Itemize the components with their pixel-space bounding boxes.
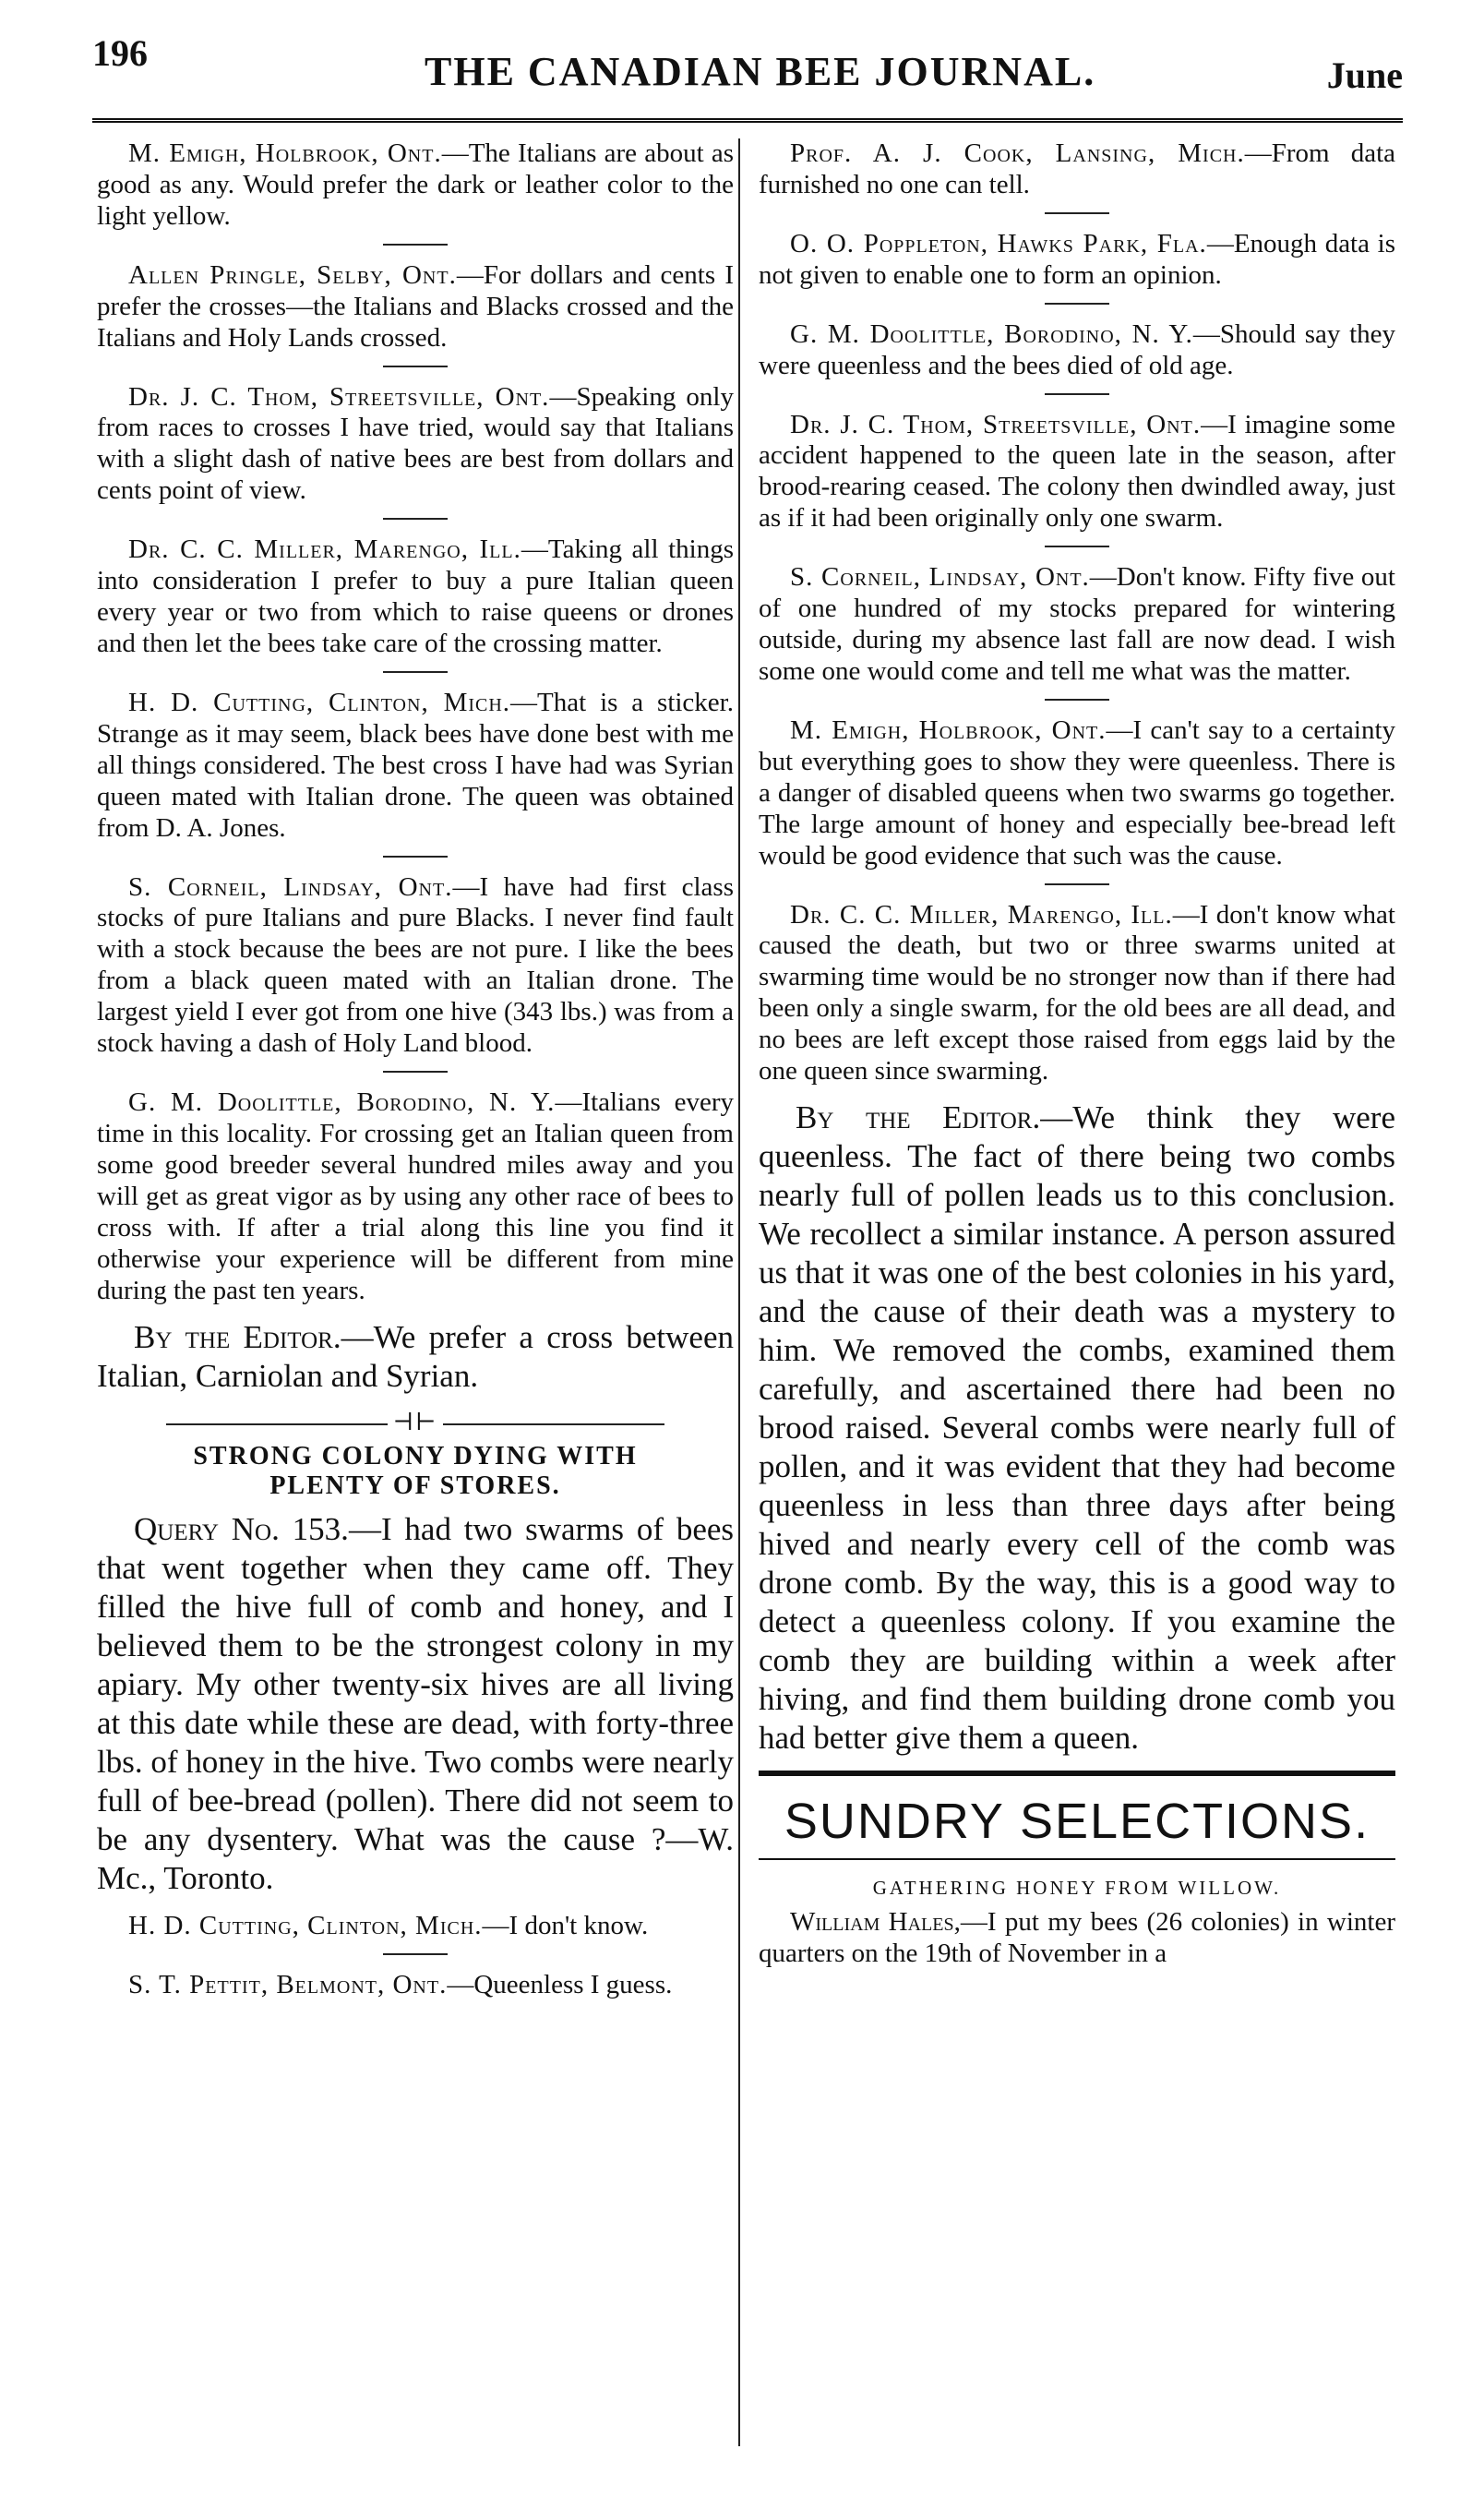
reply-author: Dr. C. C. Miller, Marengo, Ill. [790,899,1173,930]
editor-note [97,1318,734,1396]
reply-entry [759,229,1395,292]
reply-entry [97,688,734,845]
reply-text: —I don't know what caused the death, but two or three swarms united at swarming time would be no stronger now than if there had been only a single swarm, for the old bees are all dead, and no bees are left except those raised from eggs laid by the one queen since swarming. [759,899,1395,1086]
reply-entry [759,138,1395,201]
reply-author: S. Corneil, Lindsay, Ont. [790,562,1090,593]
section-rule [759,1771,1395,1776]
reply-text: —I can't say to a certainty but everything goes to show they were queenless. There is a danger of disabled queens when two swarms go together. The large amount of honey and especially bee-bread left would be good evidence that such was the cause. [759,714,1395,870]
reply-author: H. D. Cutting, Clinton, Mich. [128,687,511,717]
left-column [97,138,734,2012]
editor-label: By the Editor. [134,1318,341,1355]
reply-text: —Should say they were queenless and the bees died of old age. [759,318,1395,380]
query-text: —I had two swarms of bees that went together when they came off. They filled the hive full of comb and honey, and I believed them to be the strongest colony in my apiary. My other twenty-six hives are all living at this date while these are dead, with forty-three lbs. of honey in the hive. Two combs were nearly full of bee-bread (pollen). There did not seem to be any dysentery. What was the cause ?—W. Mc., Toronto. [97,1511,735,1897]
reply-text: —From data furnished no one can tell. [759,138,1395,199]
reply-entry [97,382,734,508]
sundry-selections-title: SUNDRY SELECTIONS. [784,1794,1370,1850]
reply-entry [97,260,734,354]
reply-author: Dr. J. C. Thom, Streetsville, Ont. [128,381,550,412]
reply-text: —That is a sticker. Strange as it may seem, black bees have done best with me all things considered. The best cross I have had was Syrian queen mated with Italian drone. The queen was obtained from D. A. Jones. [97,687,734,843]
article-author: William Hales, [790,1906,961,1937]
page-number: 196 [92,32,148,74]
reply-entry [759,715,1395,872]
article-text: —I put my bees (26 colonies) in winter quarters on the 19th of November in a [759,1906,1396,1968]
reply-entry [97,1087,734,1306]
reply-text: —Enough data is not given to enable one to form an opinion. [759,228,1395,290]
reply-text: —I imagine some accident happened to the queen late in the season, after brood-rearing ceased. The colony then dwindled away, just as if it had been originally only one swarm. [759,409,1395,534]
separator [1045,212,1109,214]
reply-author: O. O. Poppleton, Hawks Park, Fla. [790,228,1207,258]
query-paragraph [97,1510,734,1898]
reply-text: —For dollars and cents I prefer the crosses—the Italians and Blacks crossed and the Italians and Holy Lands crossed. [97,259,734,353]
reply-text: —Don't know. Fifty five out of one hundred of my stocks prepared for wintering outside, during my absence last fall are now dead. I wish some one would come and tell me what was the matter. [759,562,1395,686]
reply-author: Dr. J. C. Thom, Streetsville, Ont. [790,409,1202,439]
reply-entry [759,562,1395,688]
section-heading [97,1442,734,1501]
reply-author: S. T. Pettit, Belmont, Ont. [128,1970,448,2000]
reply-author: H. D. Cutting, Clinton, Mich. [128,1911,483,1941]
editor-text: —We prefer a cross between Italian, Carniolan and Syrian. [97,1318,734,1394]
separator [383,244,448,246]
header-rule [92,118,1403,123]
separator [383,1953,448,1955]
reply-entry [759,900,1395,1088]
reply-author: G. M. Doolittle, Borodino, N. Y. [790,318,1193,349]
editor-text: —We think they were queenless. The fact of there being two combs nearly full of pollen leads us to this conclusion. We recollect a similar instance. A person assured us that it was one of the best colonies in his yard, and the cause of their death was a mystery to him. We removed the combs, examined them carefully, and ascertained there had been no brood raised. Several combs were nearly full of pollen, and it was evident that they had become queenless in less than three days after being hived and nearly every cell of the comb was drone comb. By the way, this is a good way to detect a queenless colony. If you examine the comb they are building within a week after hiving, and find them building drone comb you had better give them a queen. [759,1099,1395,1757]
separator [383,856,448,858]
section-heading-line: PLENTY OF STORES. [269,1471,561,1501]
journal-title: THE CANADIAN BEE JOURNAL. [425,49,1096,94]
reply-entry [97,1970,734,2001]
issue-month: June [1326,54,1403,96]
reply-author: G. M. Doolittle, Borodino, N. Y. [128,1087,556,1118]
reply-author: Prof. A. J. Cook, Lansing, Mich. [790,138,1245,168]
reply-text: —Italians every time in this locality. For crossing get an Italian queen from some good breeder several hundred miles away and you will get as great vigor as by using any other race of bees to cross with. If after a trial along this line you find it otherwise your experience will be different from mine during the past ten years. [97,1087,734,1305]
reply-text: —Speaking only from races to crosses I have tried, would say that Italians with a slight dash of native bees are best from dollars and cents point of view. [97,381,734,506]
reply-entry [97,534,734,660]
reply-author: M. Emigh, Holbrook, Ont. [128,138,442,168]
column-divider [738,138,740,2446]
reply-text: —I have had first class stocks of pure Italians and pure Blacks. I never find fault with a stock because the bees are not pure. I like the bees from a black queen mated with an Italian drone. The largest yield I ever got from one hive (343 lbs.) was from a stock having a dash of Holy Land blood. [97,871,734,1059]
separator [383,671,448,673]
separator [1045,699,1109,701]
article-paragraph [759,1907,1395,1970]
reply-entry [97,872,734,1061]
reply-author: M. Emigh, Holbrook, Ont. [790,714,1107,745]
separator [1045,883,1109,885]
section-rule [759,1858,1395,1860]
section-ornament: ⊣⊢ [97,1409,734,1436]
reply-text: —Queenless I guess. [447,1970,673,2000]
reply-author: S. Corneil, Lindsay, Ont. [128,871,453,902]
section-heading-line: STRONG COLONY DYING WITH [193,1441,638,1471]
article-subheading: GATHERING HONEY FROM WILLOW. [872,1877,1282,1900]
reply-text: —The Italians are about as good as any. Would prefer the dark or leather color to the light yellow. [97,138,734,231]
reply-entry [97,138,734,233]
reply-text: —I don't know. [482,1911,649,1941]
separator [1045,546,1109,547]
reply-text: —Taking all things into consideration I prefer to buy a pure Italian queen every year or two from which to raise queens or drones and then let the bees take care of the crossing matter. [97,534,734,658]
separator [383,1071,448,1073]
reply-entry [97,1911,734,1942]
separator [1045,303,1109,305]
reply-entry [759,319,1395,382]
reply-author: Allen Pringle, Selby, Ont. [128,259,457,290]
editor-label: By the Editor. [796,1099,1041,1136]
separator [1045,393,1109,395]
reply-entry [759,410,1395,535]
query-label: Query No. 153. [134,1511,349,1548]
page-header [92,28,1403,120]
editor-note [759,1098,1395,1758]
separator [383,366,448,367]
right-column [759,138,1395,1981]
reply-author: Dr. C. C. Miller, Marengo, Ill. [128,534,521,565]
separator [383,518,448,520]
